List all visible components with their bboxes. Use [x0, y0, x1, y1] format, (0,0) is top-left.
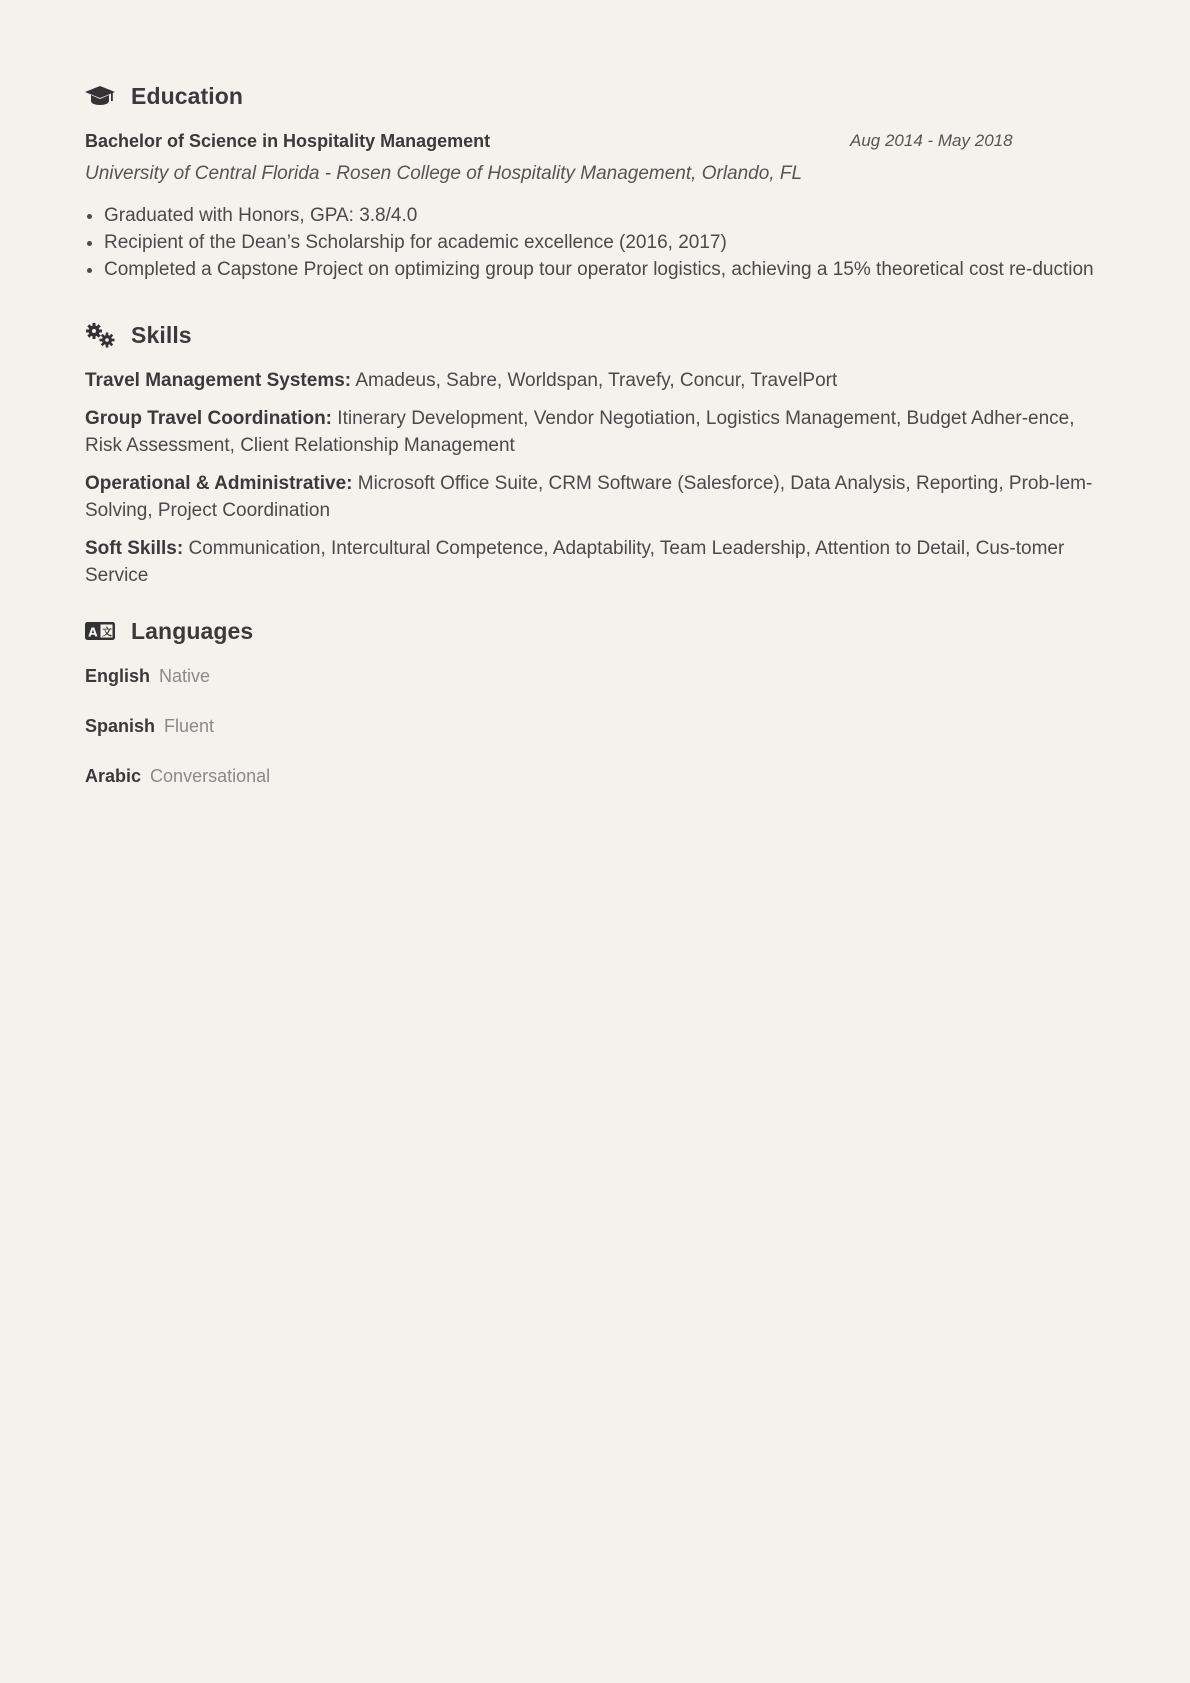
- school-name: University of Central Florida - Rosen College of Hospitality Management, Orlando, FL: [85, 163, 803, 184]
- language-name: Arabic: [85, 766, 142, 786]
- education-entry-header: [85, 131, 1105, 157]
- education-title: Education: [131, 82, 244, 109]
- language-row: [85, 766, 1105, 792]
- languages-list: [85, 666, 1105, 792]
- list-item: • Graduated with Honors, GPA: 3.8/4.0: [104, 202, 1105, 229]
- language-name: Spanish: [85, 716, 156, 736]
- skill-label: Operational & Administrative:: [85, 473, 353, 494]
- language-icon: [85, 618, 115, 644]
- skills-title: Skills: [131, 321, 192, 348]
- language-level: Conversational: [150, 766, 271, 786]
- skills-list: [85, 367, 1105, 589]
- skills-header: [85, 319, 1105, 351]
- skill-value: Communication, Intercultural Competence, Adaptability, Team Leadership, Attention to Detail, Cus-tomer Service: [85, 538, 1065, 586]
- language-name: English: [85, 666, 151, 686]
- languages-title: Languages: [131, 617, 254, 644]
- skill-value: Itinerary Development, Vendor Negotiation, Logistics Management, Budget Adher-ence, Risk Assessment, Client Relationship Management: [85, 408, 1075, 456]
- skill-value: Amadeus, Sabre, Worldspan, Travefy, Concur, TravelPort: [355, 370, 838, 391]
- education-bullets: [85, 202, 1105, 283]
- language-level: Fluent: [164, 716, 215, 736]
- skill-row: [85, 470, 1105, 524]
- language-row: [85, 666, 1105, 692]
- skill-row: [85, 367, 1105, 394]
- languages-header: [85, 615, 1105, 647]
- language-level: Native: [159, 666, 211, 686]
- skill-row: [85, 535, 1105, 589]
- svg-text:文: 文: [102, 627, 112, 639]
- degree-title: Bachelor of Science in Hospitality Management: [85, 131, 491, 151]
- skills-section: [85, 319, 1105, 589]
- graduation-cap-icon: [85, 83, 115, 109]
- list-item: • Completed a Capstone Project on optimizing group tour operator logistics, achieving a 15% theoretical cost re-duction: [104, 256, 1105, 283]
- education-section: [85, 80, 1105, 283]
- skill-label: Soft Skills:: [85, 538, 184, 559]
- education-header: [85, 80, 1105, 112]
- language-row: [85, 716, 1105, 742]
- languages-section: [85, 615, 1105, 792]
- skill-label: Group Travel Coordination:: [85, 408, 333, 429]
- skill-label: Travel Management Systems:: [85, 370, 352, 391]
- svg-text:A: A: [88, 625, 98, 640]
- skill-value: Microsoft Office Suite, CRM Software (Salesforce), Data Analysis, Reporting, Prob-lem-Solving, Project Coordination: [85, 473, 1093, 521]
- education-dates: Aug 2014 - May 2018: [850, 131, 1013, 150]
- cogs-icon: [85, 322, 115, 348]
- list-item: • Recipient of the Dean’s Scholarship for academic excellence (2016, 2017): [104, 229, 1105, 256]
- skill-row: [85, 405, 1105, 459]
